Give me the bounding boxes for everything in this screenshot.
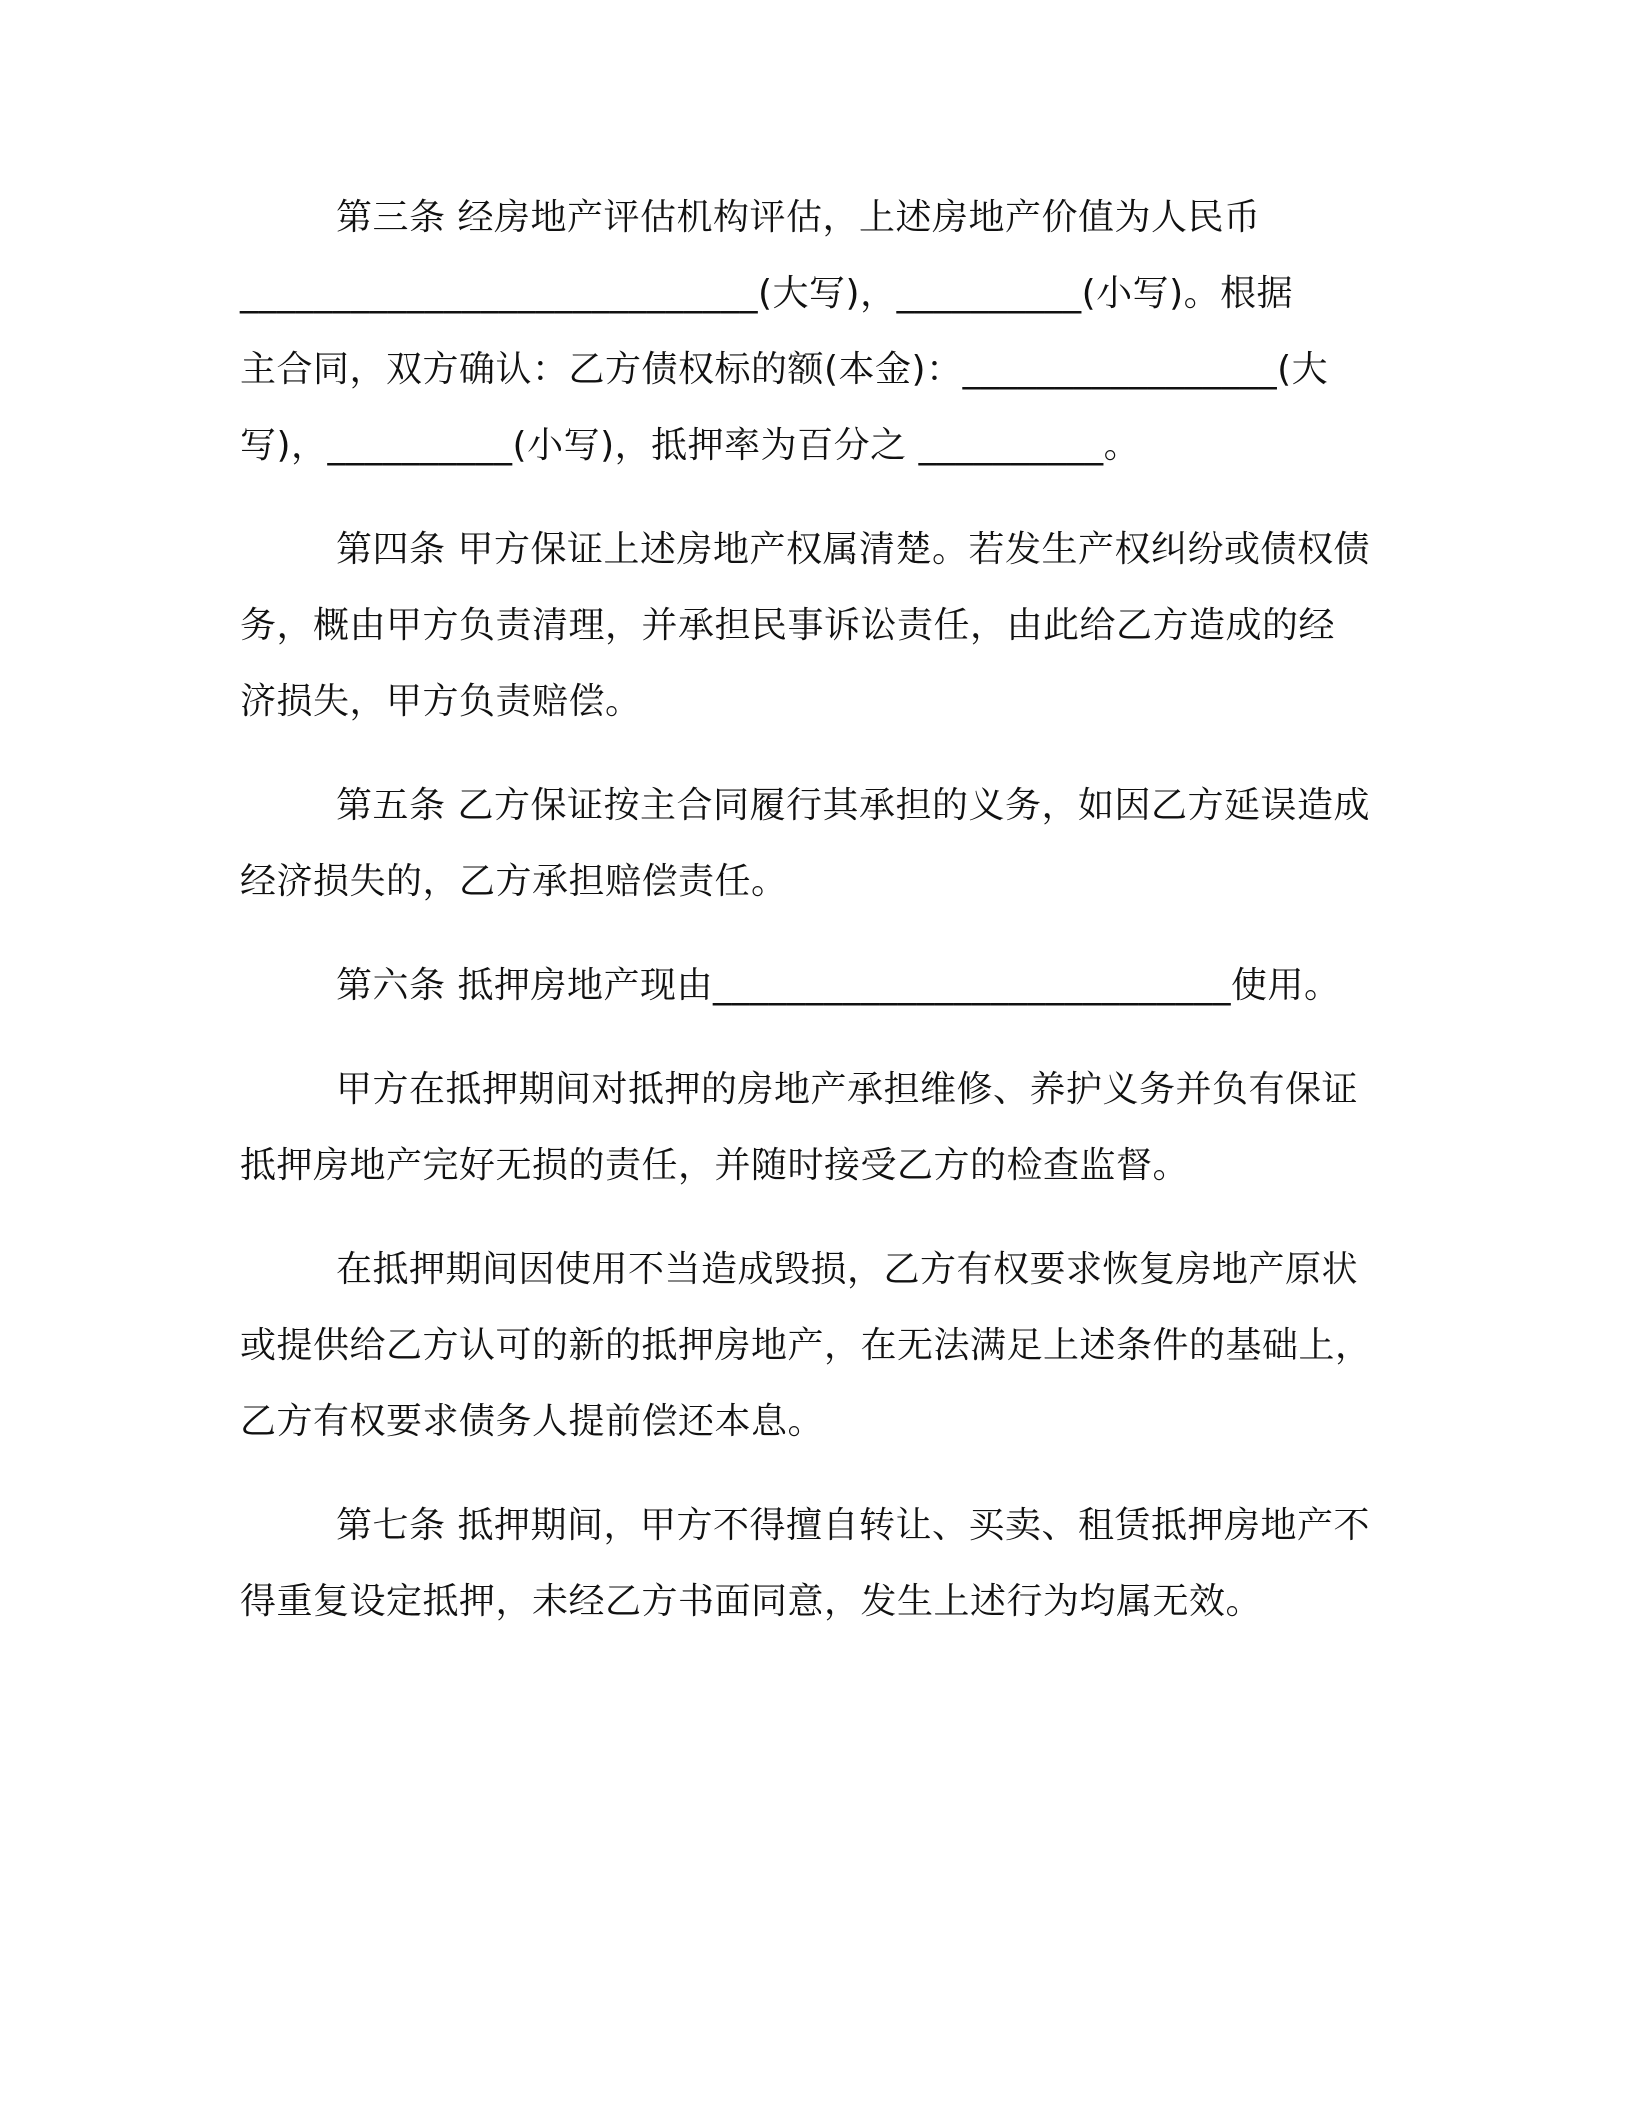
article-5-line-1: 第五条 乙方保证按主合同履行其承担的义务，如因乙方延误造成 [336, 785, 1370, 826]
article-6-line-1: 第六条 抵押房地产现由____________________________使用。 [336, 965, 1341, 1006]
article-6-para-3-line-3: 乙方有权要求债务人提前偿还本息。 [240, 1401, 825, 1442]
article-4-line-2: 务，概由甲方负责清理，并承担民事诉讼责任，由此给乙方造成的经 [240, 605, 1336, 646]
article-7-line-1: 第七条 抵押期间，甲方不得擅自转让、买卖、租赁抵押房地产不 [336, 1505, 1370, 1546]
article-3-line-3: 主合同，双方确认：乙方债权标的额(本金)：_________________(大 [240, 349, 1329, 390]
article-4-line-3: 济损失，甲方负责赔偿。 [240, 681, 642, 722]
article-6-para-3-line-1: 在抵押期间因使用不当造成毁损，乙方有权要求恢复房地产原状 [336, 1249, 1359, 1290]
article-6-para-2-line-2: 抵押房地产完好无损的责任，并随时接受乙方的检查监督。 [240, 1145, 1190, 1186]
article-5-line-2: 经济损失的，乙方承担赔偿责任。 [240, 861, 788, 902]
article-4-line-1: 第四条 甲方保证上述房地产权属清楚。若发生产权纠纷或债权债 [336, 529, 1370, 570]
article-3-line-2: ____________________________(大写)，__________(小写)。根据 [240, 273, 1294, 314]
article-6-para-2-line-1: 甲方在抵押期间对抵押的房地产承担维修、养护义务并负有保证 [336, 1069, 1359, 1110]
article-3-line-1: 第三条 经房地产评估机构评估，上述房地产价值为人民币 [336, 197, 1261, 238]
article-6-para-3-line-2: 或提供给乙方认可的新的抵押房地产，在无法满足上述条件的基础上， [240, 1325, 1372, 1366]
article-7-line-2: 得重复设定抵押，未经乙方书面同意，发生上述行为均属无效。 [240, 1581, 1263, 1622]
article-3-line-4: 写)，__________(小写)，抵押率为百分之 __________。 [240, 425, 1141, 466]
